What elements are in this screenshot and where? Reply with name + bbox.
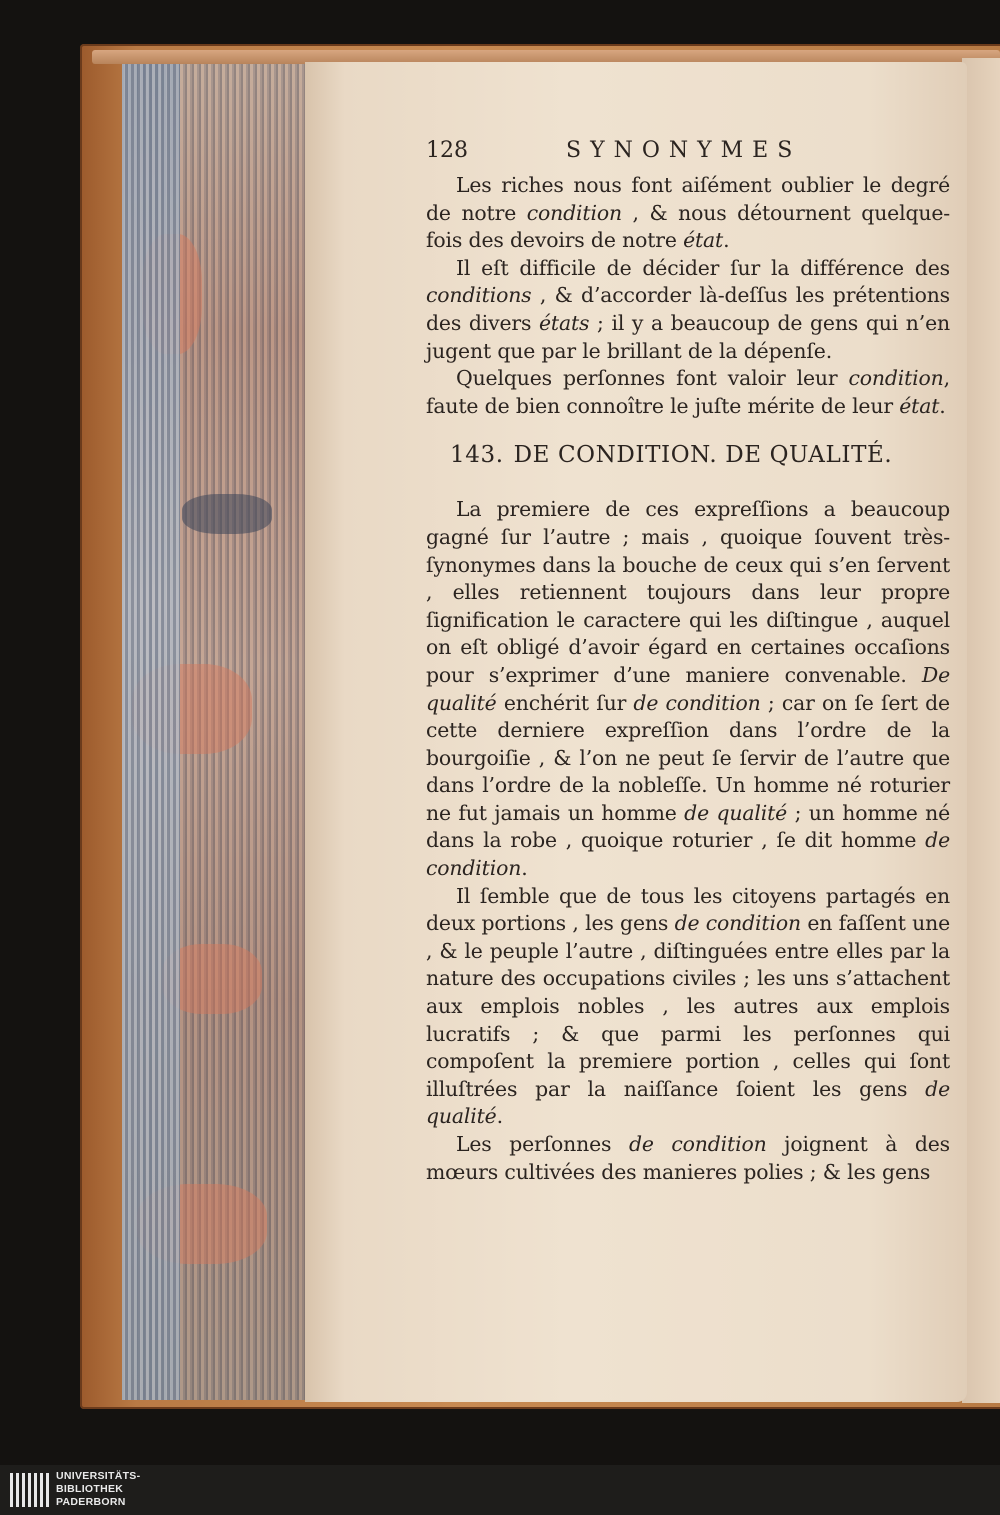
text-run: Quelques perſonnes font valoir leur: [456, 366, 849, 391]
section-number: 143.: [450, 442, 504, 469]
text-run: joignent à des mœurs cultivées des manieres polies ; & les gens: [426, 1132, 950, 1184]
italic-term: de qualité: [684, 800, 788, 825]
text-run: La premiere de ces expreſſions a beaucoup gagné ſur l’autre ; mais , quoique ſouvent très-ſynonymes dans la bouche de ceux qui s’en ſervent , elles retiennent toujours dans leur propre ſignification le caractere qui les diſtingue , auquel on eſt obligé d’avoir égard en certaines occaſions pour s’exprimer d’une maniere convenable.: [426, 497, 950, 687]
running-head: [426, 138, 950, 172]
page-text: [426, 138, 950, 1186]
paragraph: [426, 1131, 950, 1186]
text-run: , faute de bien connoître le juſte mérite de leur: [426, 366, 950, 418]
library-logo-icon: [10, 1473, 50, 1507]
text-run: en faſſent une , & le peuple l’autre , diſtinguées entre elles par la nature des occupations civiles ; les uns s’attachent aux emplois nobles , les autres aux emplois lucratifs ; & que parmi les perſonnes qui compoſent la premiere portion , celles qui ſont illuſtrées par la naiſſance ſoient les gens: [426, 911, 950, 1101]
section-heading: [450, 442, 950, 468]
italic-term: de condition: [633, 690, 761, 715]
library-footer: [0, 1465, 1000, 1515]
italic-term: états: [539, 310, 590, 335]
text-run: , & d’accorder là-deſſus les prétentions des divers: [426, 283, 950, 335]
italic-term: condition: [526, 200, 622, 225]
text-run: enchérit ſur: [496, 690, 634, 715]
section-body: [426, 496, 950, 1186]
library-logo-text: [56, 1470, 140, 1509]
text-run: .: [723, 228, 730, 253]
text-run: Les perſonnes: [456, 1132, 629, 1156]
logo-line-1: UNIVERSITÄTS-: [56, 1470, 141, 1482]
text-run: ; un homme né dans la robe , quoique roturier , ſe dit homme: [426, 800, 950, 853]
italic-term: conditions: [426, 283, 532, 308]
logo-line-3: PADERBORN: [56, 1496, 126, 1508]
text-run: Les riches nous font aiſément oublier le degré de notre: [426, 173, 950, 225]
text-run: .: [939, 393, 946, 418]
italic-term: De qualité: [426, 662, 950, 715]
italic-term: de qualité: [426, 1076, 950, 1129]
paragraph: [426, 172, 950, 255]
italic-term: de condition: [674, 911, 801, 936]
running-title: SYNONYMES: [566, 138, 802, 163]
paragraph: [426, 255, 950, 365]
text-run: ; car on ſe ſert de cette derniere expreſſion dans l’ordre de la bourgoiſie , & l’on ne peut ſe ſervir de l’autre que dans l’ordre de la nobleſſe. Un homme né roturier ne fut jamais un homme: [426, 690, 950, 825]
italic-term: condition: [848, 366, 944, 391]
italic-term: de condition: [426, 828, 950, 881]
text-run: , & nous détournent quelque-fois des devoirs de notre: [426, 200, 951, 253]
paragraph: [426, 365, 950, 420]
italic-term: état: [683, 228, 724, 253]
paragraph: [426, 883, 950, 1131]
page-edges-outer: [122, 64, 180, 1400]
logo-line-2: BIBLIOTHEK: [56, 1483, 124, 1495]
carryover-text: [426, 172, 950, 420]
text-run: .: [496, 1104, 503, 1129]
page-number: 128: [426, 138, 468, 163]
text-run: ; il y a beaucoup de gens qui n’en jugent que par le brillant de la dépenſe.: [426, 310, 950, 363]
paragraph: [426, 496, 950, 882]
facing-page-edge: [962, 58, 1000, 1403]
text-run: .: [521, 856, 528, 881]
section-title: DE CONDITION. DE QUALITÉ.: [513, 442, 893, 469]
italic-term: état: [899, 393, 940, 418]
text-run: Il ſemble que de tous les citoyens partagés en deux portions , les gens: [426, 883, 950, 936]
italic-term: de condition: [628, 1132, 767, 1156]
text-run: Il eſt difficile de décider ſur la différence des: [456, 255, 950, 280]
